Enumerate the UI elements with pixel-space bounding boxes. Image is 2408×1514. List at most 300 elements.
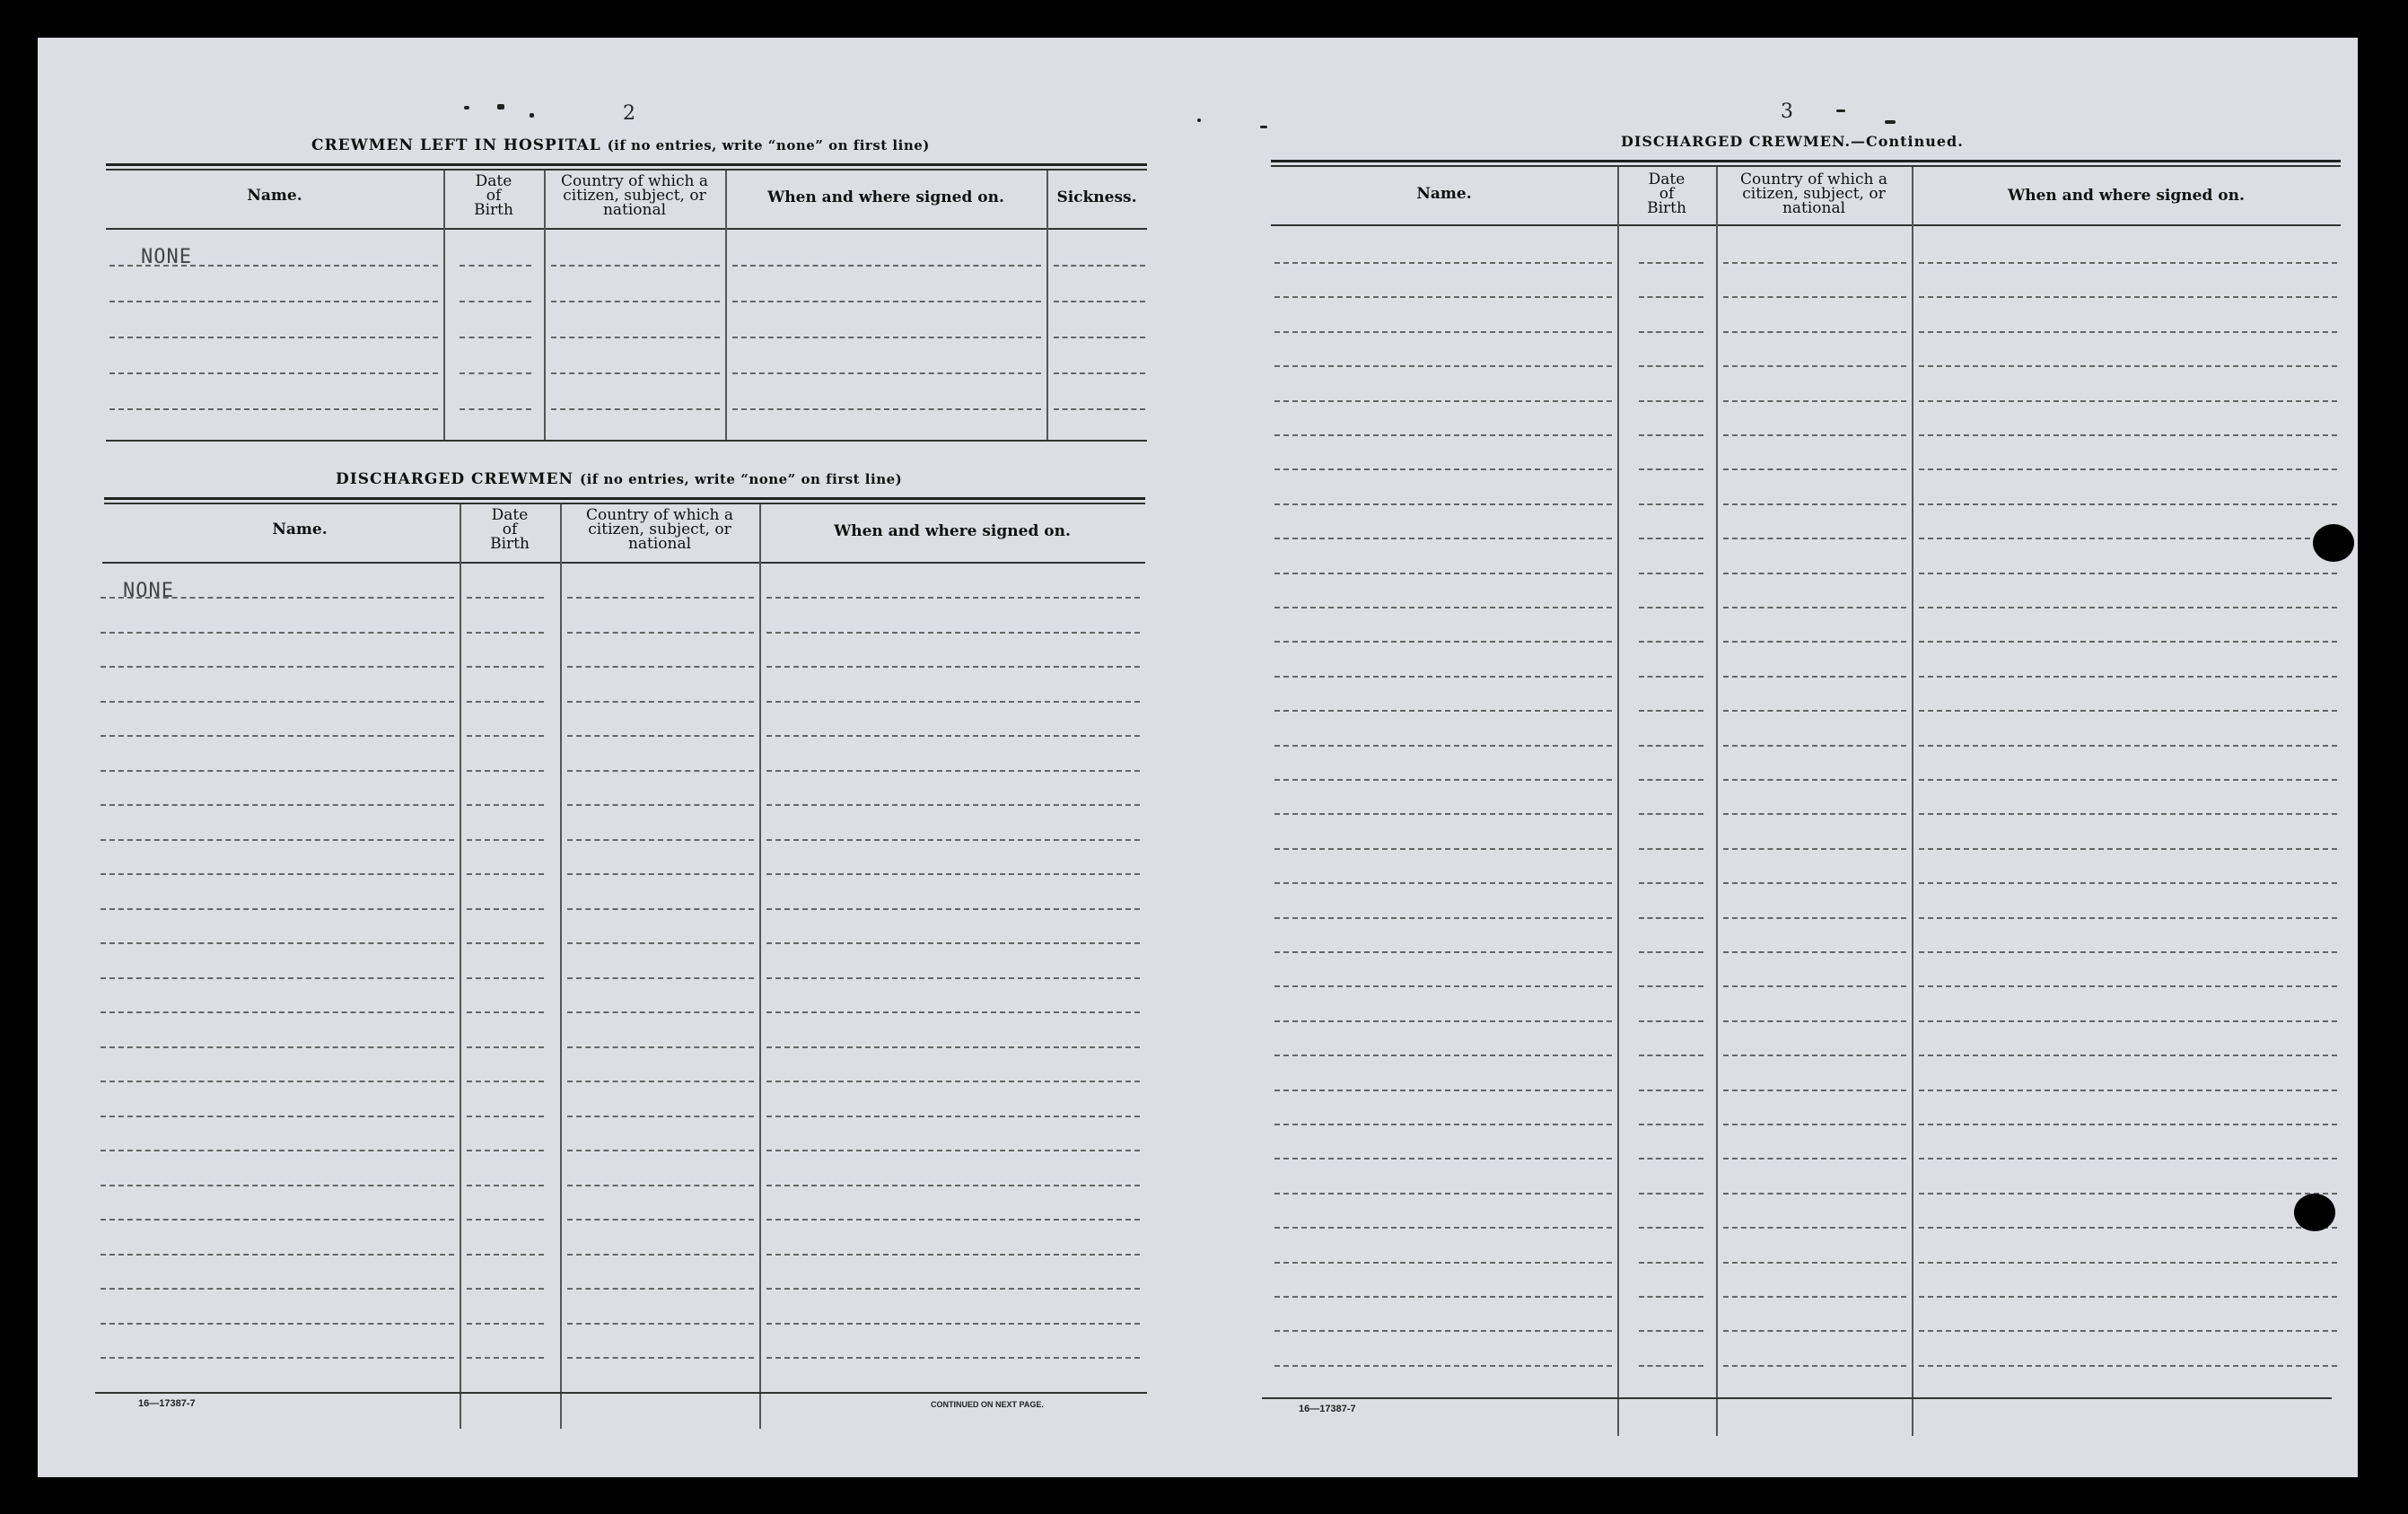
- ruled-line: [1639, 882, 1703, 884]
- ruled-line: [101, 1116, 454, 1117]
- hospital-title-text: CREWMEN LEFT IN HOSPITAL: [311, 136, 601, 154]
- hospital-col-signed: When and where signed on.: [767, 188, 1004, 206]
- ruled-line: [1639, 1262, 1703, 1264]
- ruled-line: [1723, 1055, 1906, 1056]
- ruled-line: [1919, 882, 2337, 884]
- ruled-line: [732, 408, 1041, 410]
- ruled-line: [1274, 813, 1612, 815]
- ruled-line: [1274, 1296, 1612, 1298]
- right-col-name: Name.: [1416, 185, 1472, 203]
- discharged-col-signed: When and where signed on.: [834, 522, 1071, 540]
- scan-speck: [1260, 126, 1267, 128]
- ruled-line: [1723, 1158, 1906, 1160]
- hospital-first-entry: NONE: [141, 246, 192, 268]
- ruled-line: [1274, 917, 1612, 919]
- ruled-line: [1639, 813, 1703, 815]
- hospital-bottom-rule: [106, 440, 1147, 442]
- ruled-line: [1639, 641, 1703, 643]
- ruled-line: [101, 1288, 454, 1290]
- ruled-line: [766, 942, 1140, 944]
- ruled-line: [101, 770, 454, 772]
- right-form-number: 16—17387-7: [1299, 1404, 1356, 1414]
- right-country-line1: Country of which a: [1740, 171, 1887, 188]
- ruled-line: [1274, 951, 1612, 953]
- ruled-line: [1054, 372, 1145, 374]
- ruled-line: [1919, 1055, 2337, 1056]
- ruled-line: [567, 597, 754, 599]
- ruled-line: [1919, 951, 2337, 953]
- right-divider-3: [1912, 167, 1913, 1436]
- ruled-line: [567, 1150, 754, 1151]
- right-col-country: [1716, 172, 1912, 215]
- hospital-col-name: Name.: [247, 187, 302, 205]
- ruled-line: [101, 1323, 454, 1325]
- ruled-line: [1723, 848, 1906, 850]
- ruled-line: [1274, 1227, 1612, 1229]
- ruled-line: [567, 1185, 754, 1186]
- ruled-line: [460, 408, 531, 410]
- ruled-line: [101, 1185, 454, 1186]
- ruled-line: [1723, 641, 1906, 643]
- ruled-line: [1274, 710, 1612, 712]
- ruled-line: [1723, 985, 1906, 987]
- ruled-line: [1274, 641, 1612, 643]
- ruled-line: [567, 977, 754, 979]
- ruled-line: [460, 372, 531, 374]
- ruled-line: [1919, 641, 2337, 643]
- ruled-line: [101, 1357, 454, 1359]
- ruled-line: [101, 1150, 454, 1151]
- ruled-line: [1723, 1365, 1906, 1367]
- ruled-line: [567, 1081, 754, 1082]
- ruled-line: [732, 372, 1041, 374]
- ruled-line: [1919, 745, 2337, 747]
- ruled-line: [1639, 503, 1703, 505]
- ruled-line: [1723, 400, 1906, 402]
- ruled-line: [1639, 917, 1703, 919]
- ruled-line: [1639, 434, 1703, 436]
- ruled-line: [1723, 331, 1906, 333]
- ruled-line: [1723, 1124, 1906, 1125]
- ruled-line: [101, 701, 454, 703]
- ruled-line: [1639, 779, 1703, 781]
- ruled-line: [460, 301, 531, 302]
- discharged-col-dob: [460, 508, 560, 551]
- ruled-line: [1919, 917, 2337, 919]
- ruled-line: [467, 1150, 544, 1151]
- ruled-line: [467, 1116, 544, 1117]
- discharged-bottom-rule: [95, 1392, 1147, 1394]
- ruled-line: [101, 804, 454, 806]
- ruled-line: [1723, 813, 1906, 815]
- ruled-line: [1919, 296, 2337, 298]
- ruled-line: [567, 666, 754, 668]
- ruled-line: [467, 1185, 544, 1186]
- ruled-line: [1919, 434, 2337, 436]
- ruled-line: [101, 1254, 454, 1256]
- ruled-line: [1723, 365, 1906, 367]
- ruled-line: [1919, 1020, 2337, 1022]
- ruled-line: [101, 1011, 454, 1013]
- ruled-line: [1919, 468, 2337, 470]
- ruled-line: [567, 701, 754, 703]
- right-dob-line1: Date: [1648, 171, 1686, 188]
- right-bottom-rule: [1262, 1397, 2332, 1399]
- ruled-line: [567, 873, 754, 875]
- ruled-line: [467, 1219, 544, 1221]
- ruled-line: [766, 1150, 1140, 1151]
- ruled-line: [1723, 745, 1906, 747]
- ruled-line: [1723, 573, 1906, 574]
- ruled-line: [567, 632, 754, 634]
- right-dob-line3: Birth: [1647, 199, 1686, 217]
- ruled-line: [567, 1288, 754, 1290]
- hospital-dob-line1: Date: [475, 172, 512, 190]
- ruled-line: [1274, 848, 1612, 850]
- ruled-line: [1723, 1262, 1906, 1264]
- ruled-line: [467, 1011, 544, 1013]
- ruled-line: [1639, 1090, 1703, 1091]
- ruled-line: [467, 1357, 544, 1359]
- scan-speck: [497, 104, 504, 109]
- ruled-line: [1274, 779, 1612, 781]
- ruled-line: [766, 1116, 1140, 1117]
- ruled-line: [1723, 434, 1906, 436]
- ruled-line: [766, 1219, 1140, 1221]
- ruled-line: [467, 770, 544, 772]
- ruled-line: [1054, 337, 1145, 338]
- ruled-line: [467, 873, 544, 875]
- hospital-top-rule: [106, 163, 1147, 166]
- hospital-section-title: [311, 136, 930, 154]
- ruled-line: [1919, 1227, 2337, 1229]
- right-top-rule: [1271, 160, 2341, 162]
- ruled-line: [1919, 365, 2337, 367]
- ruled-line: [1723, 1090, 1906, 1091]
- ruled-line: [1639, 1330, 1703, 1332]
- ruled-line: [101, 1046, 454, 1048]
- ruled-line: [1274, 1262, 1612, 1264]
- ruled-line: [1639, 1193, 1703, 1195]
- ruled-line: [1723, 296, 1906, 298]
- ruled-line: [766, 804, 1140, 806]
- ruled-line: [1054, 408, 1145, 410]
- ruled-line: [467, 632, 544, 634]
- hospital-dob-line2: of: [486, 187, 502, 205]
- ruled-line: [467, 597, 544, 599]
- ruled-line: [1274, 1055, 1612, 1056]
- ruled-line: [1639, 745, 1703, 747]
- ruled-line: [1919, 985, 2337, 987]
- ruled-line: [766, 597, 1140, 599]
- ruled-line: [1639, 262, 1703, 264]
- ruled-line: [551, 372, 720, 374]
- ruled-line: [109, 337, 438, 338]
- discharged-country-line3: national: [627, 535, 692, 553]
- right-col-dob: [1617, 172, 1716, 215]
- ruled-line: [1274, 573, 1612, 574]
- ruled-line: [1274, 745, 1612, 747]
- hospital-header-rule: [106, 228, 1147, 230]
- ruled-line: [1723, 676, 1906, 678]
- ruled-line: [1723, 779, 1906, 781]
- ruled-line: [1723, 1330, 1906, 1332]
- ruled-line: [1919, 1090, 2337, 1091]
- ruled-line: [1274, 1330, 1612, 1332]
- ruled-line: [766, 1323, 1140, 1325]
- ruled-line: [1919, 1158, 2337, 1160]
- hospital-country-line1: Country of which a: [561, 172, 708, 190]
- ruled-line: [1639, 400, 1703, 402]
- ruled-line: [766, 977, 1140, 979]
- ruled-line: [1639, 538, 1703, 539]
- ruled-line: [467, 1046, 544, 1048]
- ruled-line: [1639, 331, 1703, 333]
- ruled-line: [101, 666, 454, 668]
- ruled-line: [1639, 848, 1703, 850]
- ruled-line: [551, 301, 720, 302]
- hospital-divider-1: [443, 171, 445, 440]
- ruled-line: [1919, 1262, 2337, 1264]
- discharged-title-note: (if no entries, write “none” on first line): [579, 471, 903, 487]
- ruled-line: [567, 839, 754, 841]
- ruled-line: [1274, 1090, 1612, 1091]
- ruled-line: [1274, 296, 1612, 298]
- hospital-col-dob: [443, 174, 544, 217]
- ruled-line: [1639, 1124, 1703, 1125]
- hospital-col-country: [544, 174, 725, 217]
- ruled-line: [766, 1288, 1140, 1290]
- right-divider-1: [1617, 167, 1619, 1436]
- ruled-line: [1919, 573, 2337, 574]
- ruled-line: [567, 1046, 754, 1048]
- ruled-line: [109, 301, 438, 302]
- ruled-line: [766, 1185, 1140, 1186]
- ruled-line: [1723, 607, 1906, 608]
- ruled-line: [1639, 296, 1703, 298]
- hospital-country-line2: citizen, subject, or: [563, 187, 706, 205]
- ruled-line: [1054, 265, 1145, 267]
- discharged-top-rule-2: [104, 503, 1145, 504]
- hospital-divider-2: [544, 171, 546, 440]
- ruled-line: [1723, 262, 1906, 264]
- ruled-line: [460, 265, 531, 267]
- ruled-line: [1919, 1330, 2337, 1332]
- ruled-line: [1723, 538, 1906, 539]
- ruled-line: [1919, 607, 2337, 608]
- ruled-line: [1919, 779, 2337, 781]
- ruled-line: [1919, 1296, 2337, 1298]
- ruled-line: [1274, 331, 1612, 333]
- ruled-line: [101, 1219, 454, 1221]
- right-top-rule-2: [1271, 165, 2341, 167]
- ruled-line: [1919, 400, 2337, 402]
- ruled-line: [460, 337, 531, 338]
- discharged-country-line1: Country of which a: [586, 506, 733, 524]
- continued-note: CONTINUED ON NEXT PAGE.: [931, 1400, 1044, 1409]
- ruled-line: [1919, 331, 2337, 333]
- ruled-line: [467, 839, 544, 841]
- hospital-country-line3: national: [602, 201, 667, 219]
- ruled-line: [766, 908, 1140, 910]
- discharged-country-line2: citizen, subject, or: [588, 521, 731, 538]
- ruled-line: [1919, 710, 2337, 712]
- ruled-line: [1919, 503, 2337, 505]
- ruled-line: [1639, 573, 1703, 574]
- ruled-line: [1274, 676, 1612, 678]
- ruled-line: [1274, 985, 1612, 987]
- ruled-line: [551, 408, 720, 410]
- scan-speck: [530, 113, 534, 118]
- right-header-rule: [1271, 224, 2341, 226]
- ruled-line: [1274, 1193, 1612, 1195]
- discharged-col-name: Name.: [272, 521, 328, 538]
- ruled-line: [766, 839, 1140, 841]
- ruled-line: [1639, 468, 1703, 470]
- ruled-line: [1919, 813, 2337, 815]
- discharged-first-entry: NONE: [123, 580, 174, 602]
- ruled-line: [1274, 365, 1612, 367]
- left-page-number: 2: [623, 102, 635, 125]
- ruled-line: [101, 873, 454, 875]
- right-section-title: DISCHARGED CREWMEN.—Continued.: [1621, 133, 1964, 150]
- ruled-line: [467, 1288, 544, 1290]
- discharged-dob-line3: Birth: [490, 535, 530, 553]
- ruled-line: [1723, 1296, 1906, 1298]
- ruled-line: [1639, 1055, 1703, 1056]
- ruled-line: [1639, 1365, 1703, 1367]
- ruled-line: [1054, 301, 1145, 302]
- ruled-line: [1274, 400, 1612, 402]
- ruled-line: [101, 1081, 454, 1082]
- discharged-section-title: [336, 470, 902, 488]
- discharged-divider-2: [560, 504, 562, 1429]
- ruled-line: [1274, 607, 1612, 608]
- right-country-line3: national: [1782, 199, 1846, 217]
- discharged-divider-3: [759, 504, 761, 1429]
- ruled-line: [101, 632, 454, 634]
- punch-hole-lower: [2294, 1194, 2335, 1231]
- ruled-line: [1919, 538, 2337, 539]
- punch-hole-upper: [2313, 524, 2354, 562]
- scan-speck: [464, 106, 469, 109]
- ruled-line: [109, 372, 438, 374]
- right-dob-line2: of: [1659, 185, 1675, 203]
- ruled-line: [1274, 1365, 1612, 1367]
- ruled-line: [766, 770, 1140, 772]
- ruled-line: [1274, 434, 1612, 436]
- ruled-line: [732, 337, 1041, 338]
- ruled-line: [1639, 951, 1703, 953]
- ruled-line: [1919, 262, 2337, 264]
- ruled-line: [467, 701, 544, 703]
- ruled-line: [766, 1254, 1140, 1256]
- ruled-line: [551, 337, 720, 338]
- ruled-line: [567, 1219, 754, 1221]
- discharged-divider-1: [460, 504, 461, 1429]
- ruled-line: [766, 1046, 1140, 1048]
- ruled-line: [1723, 882, 1906, 884]
- ruled-line: [766, 666, 1140, 668]
- ruled-line: [1723, 503, 1906, 505]
- hospital-divider-4: [1046, 171, 1048, 440]
- ruled-line: [1723, 917, 1906, 919]
- ruled-line: [1919, 1124, 2337, 1125]
- ruled-line: [1639, 607, 1703, 608]
- discharged-col-country: [560, 508, 759, 551]
- ruled-line: [766, 1357, 1140, 1359]
- ruled-line: [1274, 1158, 1612, 1160]
- ruled-line: [1919, 676, 2337, 678]
- ruled-line: [467, 942, 544, 944]
- ruled-line: [567, 942, 754, 944]
- discharged-top-rule: [104, 497, 1145, 500]
- ruled-line: [101, 839, 454, 841]
- ruled-line: [1274, 882, 1612, 884]
- scan-speck: [1836, 109, 1845, 112]
- ruled-line: [1639, 1020, 1703, 1022]
- ruled-line: [1639, 1158, 1703, 1160]
- ruled-line: [1274, 1124, 1612, 1125]
- ruled-line: [567, 1254, 754, 1256]
- ruled-line: [1919, 848, 2337, 850]
- ruled-line: [1639, 985, 1703, 987]
- scan-speck: [1197, 118, 1201, 122]
- ruled-line: [567, 1011, 754, 1013]
- document-sheet: [38, 38, 2358, 1477]
- ruled-line: [101, 942, 454, 944]
- ruled-line: [766, 735, 1140, 737]
- ruled-line: [766, 632, 1140, 634]
- ruled-line: [567, 735, 754, 737]
- ruled-line: [1723, 1227, 1906, 1229]
- ruled-line: [551, 265, 720, 267]
- ruled-line: [567, 908, 754, 910]
- ruled-line: [467, 1254, 544, 1256]
- ruled-line: [567, 804, 754, 806]
- ruled-line: [766, 1011, 1140, 1013]
- ruled-line: [467, 1081, 544, 1082]
- right-page-number: 3: [1781, 101, 1793, 123]
- ruled-line: [567, 1323, 754, 1325]
- ruled-line: [1919, 1193, 2337, 1195]
- ruled-line: [1723, 468, 1906, 470]
- ruled-line: [1723, 951, 1906, 953]
- hospital-top-rule-2: [106, 169, 1147, 171]
- ruled-line: [1919, 1365, 2337, 1367]
- hospital-col-sickness: Sickness.: [1056, 188, 1137, 206]
- hospital-divider-3: [725, 171, 727, 440]
- scan-speck: [1885, 120, 1896, 124]
- right-divider-2: [1716, 167, 1718, 1436]
- ruled-line: [567, 770, 754, 772]
- ruled-line: [1274, 1020, 1612, 1022]
- ruled-line: [467, 908, 544, 910]
- ruled-line: [101, 735, 454, 737]
- ruled-line: [766, 873, 1140, 875]
- ruled-line: [467, 666, 544, 668]
- ruled-line: [101, 908, 454, 910]
- ruled-line: [1274, 503, 1612, 505]
- ruled-line: [766, 701, 1140, 703]
- ruled-line: [766, 1081, 1140, 1082]
- discharged-header-rule: [102, 562, 1145, 564]
- discharged-dob-line1: Date: [491, 506, 529, 524]
- ruled-line: [1723, 1020, 1906, 1022]
- ruled-line: [109, 408, 438, 410]
- ruled-line: [1274, 262, 1612, 264]
- right-col-signed: When and where signed on.: [2008, 187, 2245, 205]
